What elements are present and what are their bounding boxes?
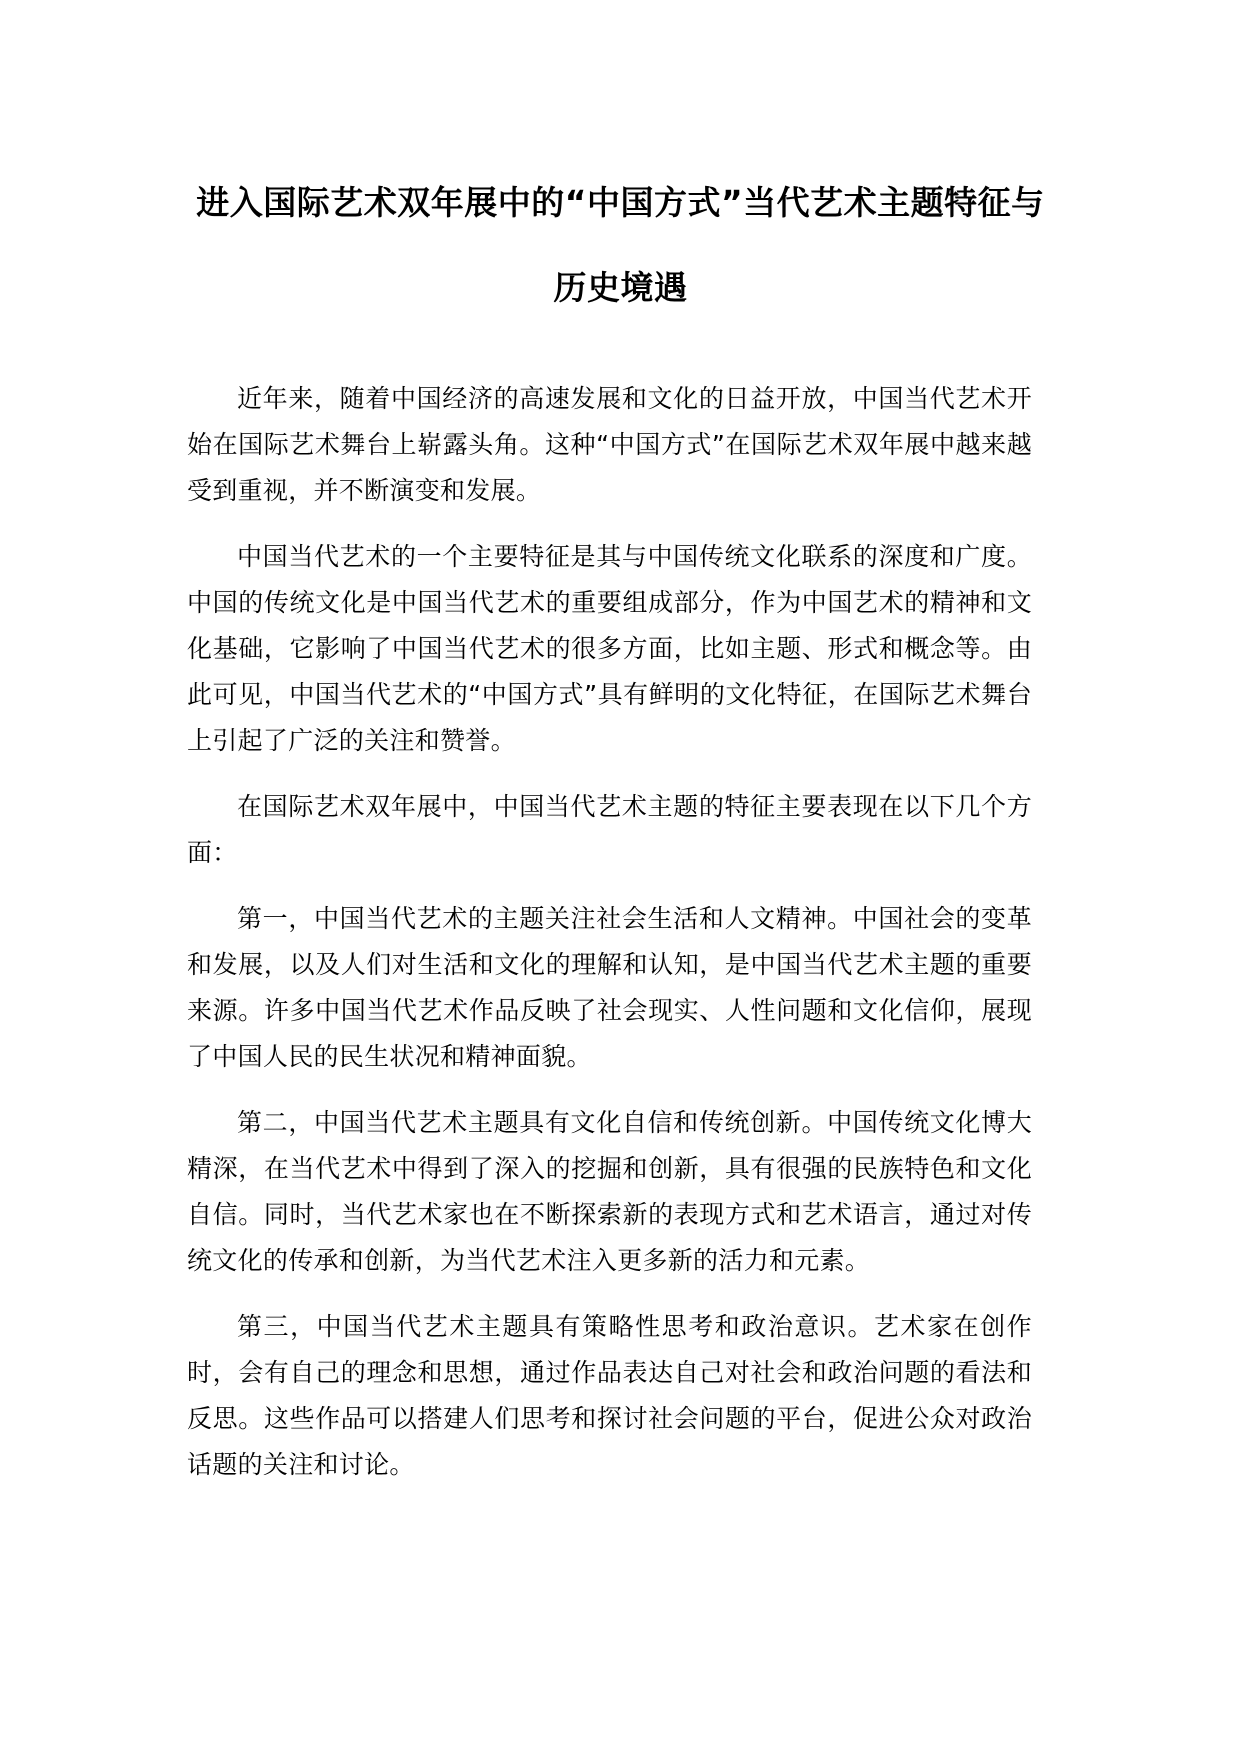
paragraph-second: 第二，中国当代艺术主题具有文化自信和传统创新。中国传统文化博大精深，在当代艺术中得到了深入的挖掘和创新，具有很强的民族特色和文化自信。同时，当代艺术家也在不断探索新的表现方式和艺术语言，通过对传统文化的传承和创新，为当代艺术注入更多新的活力和元素。 <box>187 1108 1032 1275</box>
paragraph-third: 第三，中国当代艺术主题具有策略性思考和政治意识。艺术家在创作时，会有自己的理念和思想，通过作品表达自己对社会和政治问题的看法和反思。这些作品可以搭建人们思考和探讨社会问题的平台，促进公众对政治话题的关注和讨论。 <box>187 1312 1032 1479</box>
paragraph-features-intro: 在国际艺术双年展中，中国当代艺术主题的特征主要表现在以下几个方面： <box>187 792 1032 867</box>
paragraph-first: 第一，中国当代艺术的主题关注社会生活和人文精神。中国社会的变革和发展，以及人们对生活和文化的理解和认知，是中国当代艺术主题的重要来源。许多中国当代艺术作品反映了社会现实、人性问题和文化信仰，展现了中国人民的民生状况和精神面貌。 <box>187 904 1032 1071</box>
paragraph-traditional-culture: 中国当代艺术的一个主要特征是其与中国传统文化联系的深度和广度。中国的传统文化是中国当代艺术的重要组成部分，作为中国艺术的精神和文化基础，它影响了中国当代艺术的很多方面，比如主题、形式和概念等。由此可见，中国当代艺术的“中国方式”具有鲜明的文化特征，在国际艺术舞台上引起了广泛的关注和赞誉。 <box>187 542 1032 755</box>
document-title: 进入国际艺术双年展中的“中国方式”当代艺术主题特征与历史境遇 <box>196 183 1045 307</box>
paragraph-intro: 近年来，随着中国经济的高速发展和文化的日益开放，中国当代艺术开始在国际艺术舞台上崭露头角。这种“中国方式”在国际艺术双年展中越来越受到重视，并不断演变和发展。 <box>187 384 1032 505</box>
document-body <box>187 376 1032 1508</box>
